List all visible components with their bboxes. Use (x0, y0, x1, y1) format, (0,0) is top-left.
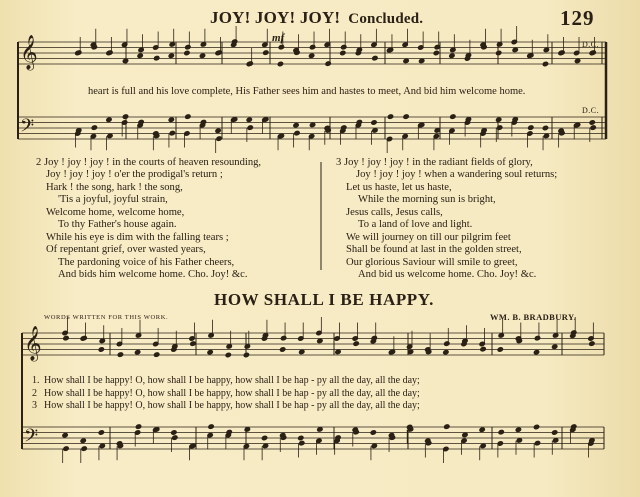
notehead (154, 55, 160, 60)
notehead (552, 344, 558, 349)
notehead (465, 53, 471, 58)
notehead (246, 117, 252, 122)
notehead (294, 130, 300, 135)
lyric-row-3: 3 How shall I be happy! O, how shall I be happy, how shall I be hap - py all the day, all the day; (32, 400, 420, 412)
notehead (200, 119, 206, 124)
notehead (185, 114, 191, 119)
notehead (154, 352, 160, 357)
notehead (480, 443, 486, 448)
notehead (449, 53, 455, 58)
notehead (497, 125, 503, 130)
notehead (138, 47, 144, 52)
notehead (81, 335, 87, 340)
notehead (281, 335, 287, 340)
notehead (553, 438, 559, 443)
treble-clef-2: 𝄞 (24, 326, 42, 361)
notehead (154, 427, 160, 432)
notehead (172, 435, 178, 440)
notehead (371, 443, 377, 448)
notehead (387, 114, 393, 119)
notehead (107, 133, 113, 138)
notehead (81, 446, 87, 451)
notehead (419, 122, 425, 127)
notehead (298, 435, 304, 440)
notehead (232, 117, 238, 122)
notehead (80, 438, 86, 443)
verse-line: 2 Joy ! joy ! joy ! in the courts of heaven resounding, (36, 157, 262, 168)
verse-line: While the morning sun is bright, (358, 194, 496, 206)
notehead (216, 136, 222, 141)
verse-line: The pardoning voice of his Father cheers, (58, 256, 235, 268)
notehead (280, 347, 286, 352)
notehead (552, 430, 558, 435)
notehead (262, 333, 268, 338)
notehead (479, 427, 485, 432)
notehead (215, 128, 221, 133)
notehead (247, 61, 253, 66)
notehead (117, 352, 123, 357)
notehead (138, 119, 144, 124)
notehead (589, 438, 595, 443)
notehead (559, 50, 565, 55)
notehead (263, 50, 269, 55)
notehead (135, 424, 141, 429)
dc-marking-bottom: D.C. (582, 106, 600, 115)
notehead (353, 341, 359, 346)
notehead (76, 50, 82, 55)
verse-line: To a land of love and light. (358, 219, 473, 231)
notehead (135, 333, 141, 338)
notehead (99, 443, 105, 448)
notehead (309, 44, 315, 49)
notehead (244, 344, 250, 349)
notehead (106, 117, 112, 122)
notehead (190, 341, 196, 346)
notehead (462, 338, 468, 343)
notehead (76, 128, 82, 133)
words-credit: WORDS WRITTEN FOR THIS WORK. (44, 314, 169, 321)
notehead (63, 335, 69, 340)
notehead (185, 44, 191, 49)
notehead (232, 39, 238, 44)
notehead (543, 133, 549, 138)
notehead (574, 58, 580, 63)
treble-clef: 𝄞 (20, 35, 38, 70)
notehead (553, 333, 559, 338)
notehead (389, 349, 395, 354)
notehead (341, 44, 347, 49)
notehead (247, 125, 253, 130)
notehead (184, 50, 190, 55)
notehead (403, 58, 409, 63)
notehead (443, 350, 449, 355)
verse-line: Hark ! the song, hark ! the song, (46, 181, 183, 193)
notehead (335, 435, 341, 440)
notehead (534, 440, 540, 445)
notehead (262, 443, 268, 448)
notehead (533, 424, 539, 429)
verse-line: And bids him welcome home. Cho. Joy! &c. (58, 268, 248, 280)
notehead (335, 349, 341, 354)
notehead (263, 117, 269, 122)
notehead (63, 446, 69, 451)
notehead (372, 55, 378, 60)
notehead (171, 430, 177, 435)
notehead (317, 427, 323, 432)
notehead (419, 58, 425, 63)
notehead (261, 435, 267, 440)
notehead (528, 53, 534, 58)
dynamic-marking: mf (272, 32, 285, 44)
notehead (62, 433, 68, 438)
notehead (169, 130, 175, 135)
notehead (571, 330, 577, 335)
notehead (444, 424, 450, 429)
notehead (168, 117, 174, 122)
notehead (533, 350, 539, 355)
notehead (450, 47, 456, 52)
verse-line: Our glorious Saviour will smile to greet, (346, 256, 518, 268)
composer-credit: WM. B. BRADBURY. (490, 312, 577, 322)
verse-line: And bid us welcome home. Cho. Joy! &c. (358, 268, 537, 280)
notehead (571, 424, 577, 429)
notehead (122, 114, 128, 119)
lyric-row-1: 1. How shall I be happy! O, how shall I be happy, how shall I be hap - py all the day, all the day; (32, 375, 420, 386)
notehead (278, 44, 284, 49)
verse-line: Shall be found at last in the golden street, (346, 244, 522, 256)
verse-3 (336, 157, 557, 281)
dc-marking-top: D.C. (582, 40, 600, 49)
notehead (434, 128, 440, 133)
notehead (498, 333, 504, 338)
notehead (356, 47, 362, 52)
notehead (534, 335, 540, 340)
notehead (340, 50, 346, 55)
notehead (208, 333, 214, 338)
verse-line: Joy ! joy ! joy ! when a wandering soul returns; (356, 169, 558, 181)
verse-line: While his eye is dim with the falling tears ; (46, 231, 229, 243)
notehead (433, 50, 439, 55)
notehead (370, 430, 376, 435)
notehead (278, 133, 284, 138)
verse-line: Welcome home, welcome home, (46, 206, 185, 218)
notehead (341, 125, 347, 130)
notehead (403, 114, 409, 119)
verse-line: 'Tis a joyful, joyful strain, (58, 194, 168, 206)
notehead (107, 50, 113, 55)
hymn2-lyrics (32, 375, 420, 413)
notehead (169, 42, 175, 47)
notehead (516, 438, 522, 443)
notehead (481, 128, 487, 133)
notehead (226, 344, 232, 349)
notehead (168, 53, 174, 58)
notehead (542, 125, 548, 130)
notehead (137, 53, 143, 58)
lyric-line: heart is full and his love complete, His Father sees him and hastes to meet, And bid him welcome home. (88, 86, 526, 97)
notehead (590, 125, 596, 130)
notehead (122, 58, 128, 63)
notehead (512, 117, 518, 122)
notehead (465, 117, 471, 122)
notehead (172, 344, 178, 349)
notehead (574, 122, 580, 127)
notehead (98, 430, 104, 435)
notehead (208, 424, 214, 429)
notehead (225, 352, 231, 357)
notehead (244, 427, 250, 432)
notehead (299, 440, 305, 445)
verse-line: Jesus calls, Jesus calls, (346, 206, 443, 218)
notehead (462, 432, 468, 437)
notehead (480, 346, 486, 351)
notehead (199, 53, 205, 58)
bass-clef: 𝄢 (20, 116, 35, 141)
notehead (372, 128, 378, 133)
notehead (543, 47, 549, 52)
notehead (450, 114, 456, 119)
verse-line: To thy Father's house again. (58, 219, 177, 231)
notehead (309, 53, 315, 58)
notehead (325, 61, 331, 66)
notehead (528, 125, 534, 130)
notehead (497, 347, 503, 352)
notehead (309, 122, 315, 127)
notehead (277, 61, 283, 66)
notehead (589, 341, 595, 346)
notehead (317, 338, 323, 343)
notehead (226, 429, 232, 434)
notehead (243, 352, 249, 357)
notehead (200, 42, 206, 47)
notehead (590, 50, 596, 55)
verse-line: Let us haste, let us haste, (346, 181, 452, 193)
notehead (496, 117, 502, 122)
bass-clef-2: 𝄢 (24, 426, 39, 451)
page-number: 129 (560, 6, 595, 30)
notehead (589, 120, 595, 125)
notehead (542, 61, 548, 66)
hymn-title: JOY! JOY! JOY! Concluded. (210, 8, 424, 27)
notehead (498, 429, 504, 434)
verse-line: Of repentant grief, over wasted years, (46, 244, 206, 256)
notehead (293, 123, 299, 128)
notehead (207, 350, 213, 355)
verse-2 (36, 157, 261, 281)
notehead (371, 335, 377, 340)
notehead (299, 349, 305, 354)
notehead (91, 125, 97, 130)
notehead (98, 347, 104, 352)
notehead (515, 427, 521, 432)
notehead (356, 119, 362, 124)
notehead (496, 50, 502, 55)
notehead (99, 338, 105, 343)
notehead (371, 120, 377, 125)
notehead (216, 50, 222, 55)
verse-line: Joy ! joy ! joy ! o'er the prodigal's return ; (46, 169, 223, 181)
notehead (135, 350, 141, 355)
notehead (387, 47, 393, 52)
verse-line: We will journey on till our pilgrim feet (346, 231, 511, 243)
notehead (434, 44, 440, 49)
notehead (512, 47, 518, 52)
notehead (497, 42, 503, 47)
hymn2-title: HOW SHALL I BE HAPPY. (214, 290, 434, 309)
notehead (444, 341, 450, 346)
notehead (190, 443, 196, 448)
verse-line: 3 Joy ! joy ! joy ! in the radiant fields of glory, (336, 157, 533, 168)
lyric-row-2: 2 How shall I be happy! O, how shall I be happy, how shall I be hap - py all the day, all the day; (32, 387, 420, 399)
